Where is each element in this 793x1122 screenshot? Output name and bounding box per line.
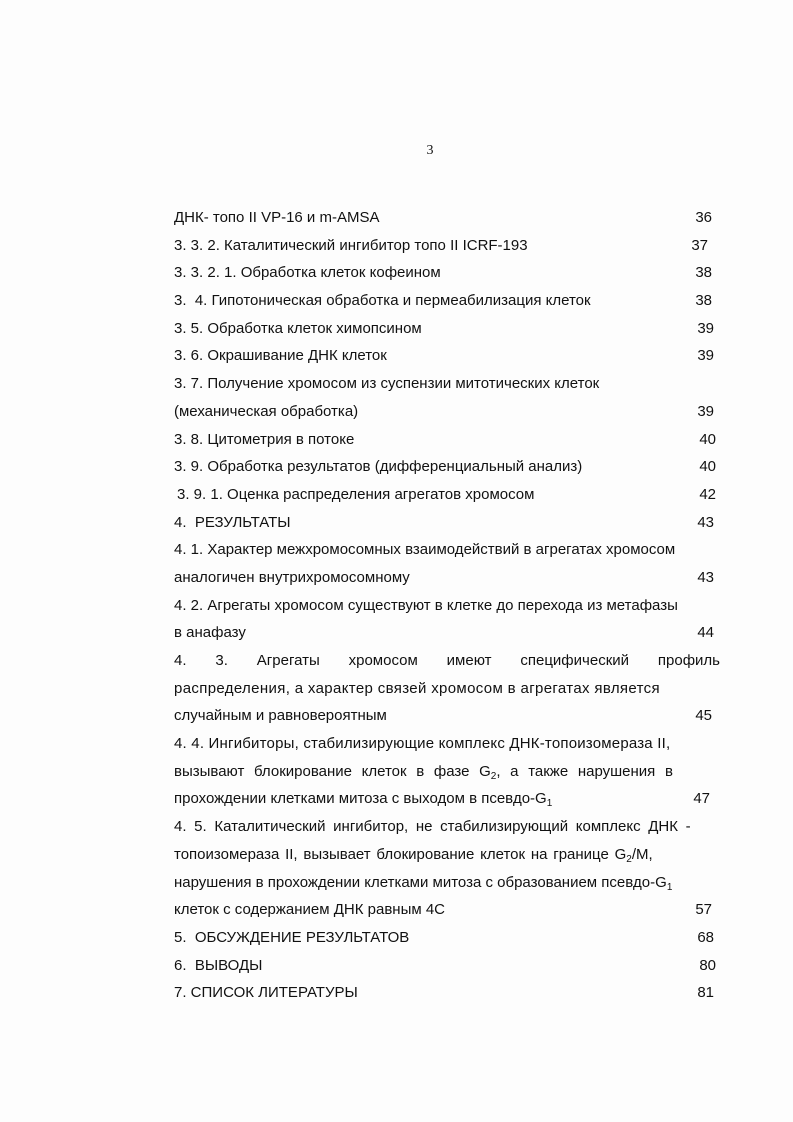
toc-entry <box>174 730 720 813</box>
toc-entry-page: 43 <box>697 513 714 531</box>
toc-entry-page: 40 <box>699 430 716 448</box>
toc-entry-page: 80 <box>699 956 716 974</box>
toc-entry-title-line: (механическая обработка) <box>174 402 359 420</box>
toc-entry-title: 3. 3. 2. 1. Обработка клеток кофеином <box>174 264 441 282</box>
page-number: 3 <box>426 143 434 158</box>
word: 3. <box>215 652 228 669</box>
toc-entry <box>174 979 720 1007</box>
toc-entry <box>174 481 720 509</box>
toc-entry <box>174 509 720 537</box>
toc-entry-page: 45 <box>695 707 712 725</box>
toc-entry-page: 38 <box>695 264 712 282</box>
toc-entry-title-line: 4. 4. Ингибиторы, стабилизирующие комплекс ДНК-топоизомераза II, <box>174 735 671 753</box>
toc-entry-page: 39 <box>697 319 714 337</box>
toc-entry <box>174 647 720 730</box>
toc-entry <box>174 536 720 591</box>
toc-entry-title: 3. 5. Обработка клеток химопсином <box>174 319 422 337</box>
toc-entry-page: 39 <box>697 402 714 420</box>
toc-entry-title-line: случайным и равновероятным <box>174 707 387 725</box>
toc-entry-title: 3. 6. Окрашивание ДНК клеток <box>174 347 387 365</box>
toc-entry-page: 81 <box>697 984 714 1002</box>
word: профиль <box>657 652 720 669</box>
toc-entry-title-line: 3. 7. Получение хромосом из суспензии митотических клеток <box>174 375 600 393</box>
toc-entry <box>174 204 720 232</box>
toc-entry-page: 43 <box>697 568 714 586</box>
word: Агрегаты <box>256 652 320 669</box>
toc-entry-title: 7. СПИСОК ЛИТЕРАТУРЫ <box>174 984 358 1002</box>
toc-entry-page: 38 <box>695 292 712 310</box>
word: 4. <box>174 652 187 669</box>
toc-entry-title: 5. ОБСУЖДЕНИЕ РЕЗУЛЬТАТОВ <box>174 928 410 946</box>
toc-entry-page: 39 <box>697 347 714 365</box>
toc-entry <box>174 952 720 980</box>
toc-entry-page: 40 <box>699 458 716 476</box>
toc-entry-title-line: в анафазу <box>174 624 246 642</box>
toc-entry-title-line: клеток с содержанием ДНК равным 4С <box>174 901 446 919</box>
toc-entry <box>174 259 720 287</box>
toc-entry-title-line: вызывают блокирование клеток в фазе $G_2$, а также нарушения в <box>174 762 673 782</box>
toc-entry <box>174 813 720 924</box>
toc-entry-page: 36 <box>695 209 712 226</box>
toc-entry-title: 3. 9. Обработка результатов (дифференциальный анализ) <box>174 458 583 476</box>
toc-entry <box>174 924 720 952</box>
word: специфический <box>520 652 630 669</box>
toc-entry-title: 3. 8. Цитометрия в потоке <box>174 430 355 448</box>
toc-entry-page: 44 <box>697 624 714 642</box>
toc-entry-title-line: аналогичен внутрихромосомному <box>174 568 410 586</box>
toc-entry-title: 3. 3. 2. Каталитический ингибитор топо II ICRF-193 <box>174 236 528 254</box>
toc-entry <box>174 287 720 315</box>
toc-entry-title-line: прохождении клетками митоза с выходом в псевдо-$G_1$ <box>174 790 553 810</box>
toc-entry-title-line: 4. 5. Каталитический ингибитор, не стабилизирующий комплекс ДНК - <box>174 818 691 836</box>
toc-entry-title-line: 4. 2. Агрегаты хромосом существуют в клетке до перехода из метафазы <box>174 596 678 614</box>
toc-entry-title: ДНК- топо II VP-16 и m-AMSA <box>174 209 380 226</box>
toc-entry <box>174 370 720 425</box>
toc-entry-title-line: нарушения в прохождении клетками митоза с образованием псевдо-$G_1$ <box>174 873 673 893</box>
toc-entry-title: 3. 9. 1. Оценка распределения агрегатов хромосом <box>177 485 535 503</box>
toc-entry-page: 47 <box>693 790 710 808</box>
toc-entry-page: 42 <box>699 485 716 503</box>
toc-entry <box>174 342 720 370</box>
word: имеют <box>446 652 492 669</box>
word: хромосом <box>348 652 418 669</box>
toc-entry-title-line: 4. 1. Характер межхромосомных взаимодействий в агрегатах хромосом <box>174 541 676 559</box>
toc-entry-page: 37 <box>691 236 708 254</box>
toc-entry <box>174 315 720 343</box>
toc-entry-title-line: топоизомераза II, вызывает блокирование клеток на границе $G_2/М$, <box>174 845 653 865</box>
toc-entry-title: 6. ВЫВОДЫ <box>174 956 263 974</box>
toc-entry-page: 68 <box>697 928 714 946</box>
toc-entry <box>174 426 720 454</box>
toc-entry <box>174 592 720 647</box>
toc-entry-title: 3. 4. Гипотоническая обработка и пермеабилизация клеток <box>174 292 591 310</box>
toc-entry-title-line: распределения, а характер связей хромосом в агрегатах является <box>174 679 660 697</box>
table-of-contents <box>174 204 720 1007</box>
toc-entry-title-line <box>174 647 720 675</box>
toc-entry <box>174 232 720 260</box>
toc-entry-title: 4. РЕЗУЛЬТАТЫ <box>174 513 291 531</box>
toc-entry <box>174 453 720 481</box>
toc-entry-page: 57 <box>695 901 712 919</box>
